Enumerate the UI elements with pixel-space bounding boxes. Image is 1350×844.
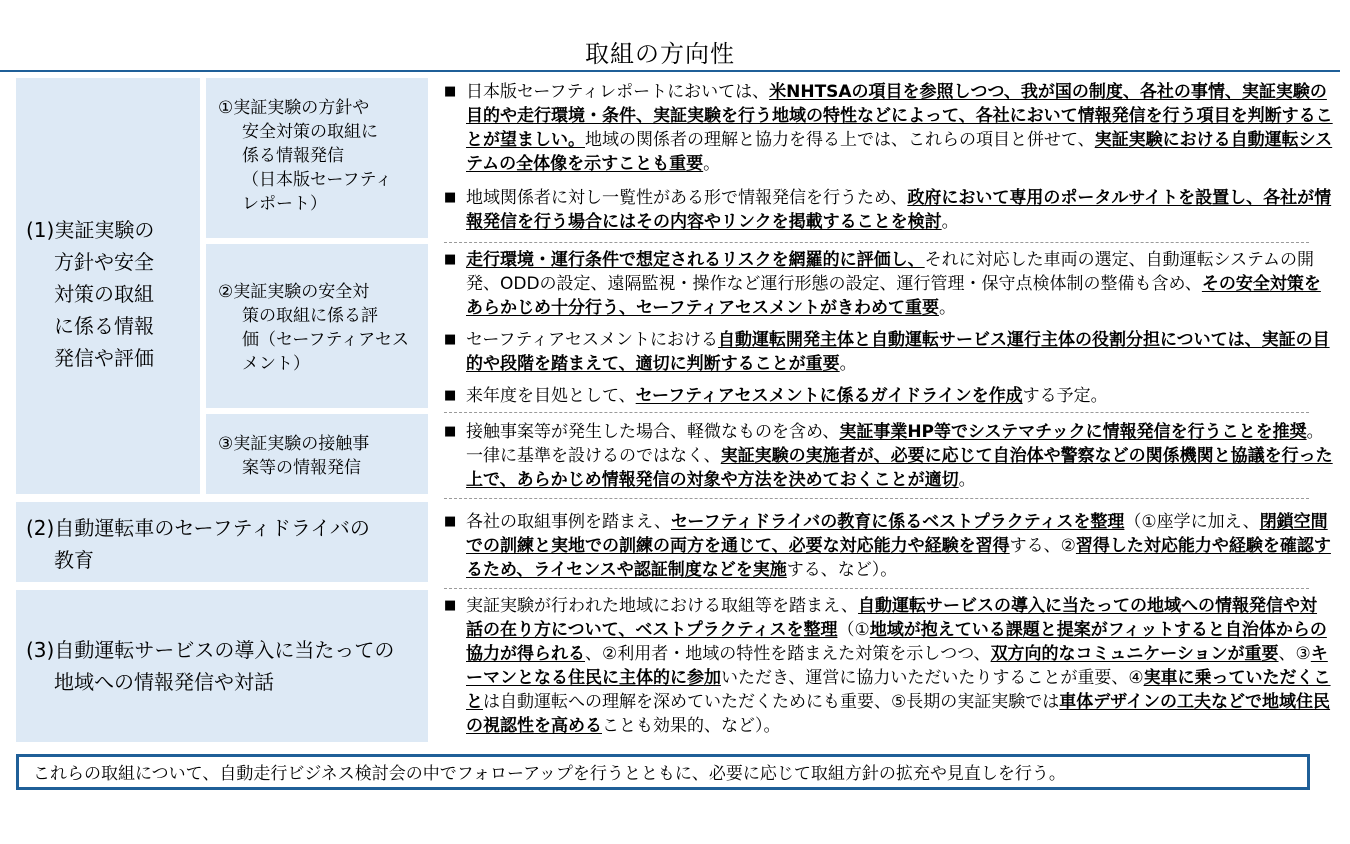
text-run: それに対応した車両の選定、自動運転システムの開発、ODDの設定、遠隔監視・操作など運行形態の設定、運行管理・保守点検体制の整備も含め、 [466, 250, 1314, 294]
bullet-text [466, 594, 1334, 738]
emphasis-run: 実証実験の実施者が、必要に応じて自治体や警察などの関係機関と協議を行った上で、あらかじめ情報発信の対象や方法を決めておくことが適切 [466, 446, 1333, 490]
section-1-label-line: 対策の取組 [54, 282, 154, 306]
bullet-square-icon: ■ [444, 598, 457, 613]
subsection-1-label-line: ①実証実験の方針や [218, 98, 370, 118]
text-run: 、②利用者・地域の特性を踏まえた対策を示しつつ、 [585, 644, 991, 664]
bullet-item [444, 328, 1334, 376]
bullet-square-icon: ■ [444, 514, 457, 529]
emphasis-run: 地域が抱えている課題と提案がフィットすると自治体からの協力が得られる [466, 620, 1327, 664]
text-run: 、③ [1278, 644, 1311, 664]
bullet-text [466, 186, 1334, 234]
bullet-square-icon: ■ [444, 84, 457, 99]
bullet-text [466, 80, 1334, 176]
section-3-label [26, 634, 426, 698]
bullet-item [444, 510, 1334, 582]
section-2-label-line: (2)自動運転車のセーフティドライバの [26, 516, 370, 540]
emphasis-run: 実証実験における自動運転システムの全体像を示すことも重要 [466, 130, 1333, 174]
emphasis-run: 車体デザインの工夫などで地域住民の視認性を高める [466, 692, 1331, 736]
text-run: 。一律に基準を設けるのではなく、 [466, 422, 1324, 466]
subsection-2-label [218, 280, 426, 376]
emphasis-run: 走行環境・運行条件で想定されるリスクを網羅的に評価し、 [466, 250, 925, 270]
section-1-label [26, 214, 196, 374]
text-run: 来年度を目処として、 [466, 386, 636, 406]
subsection-3-label [218, 432, 426, 480]
subsection-1-label [218, 96, 426, 216]
text-run: （①座学に加え、 [1124, 512, 1260, 532]
bullet-square-icon: ■ [444, 190, 457, 205]
emphasis-run: 自動運転開発主体と自動運転サービス運行主体の役割分担については、実証の目的や段階を踏まえて、適切に判断することが重要 [466, 330, 1330, 374]
text-run: 。 [839, 354, 857, 374]
row-divider [444, 498, 1309, 499]
section-1-label-line: 発信や評価 [54, 346, 154, 370]
bullet-square-icon: ■ [444, 424, 457, 439]
emphasis-run: その安全対策をあらかじめ十分行う、セーフティアセスメントがきわめて重要 [466, 274, 1321, 318]
text-run: 。 [941, 212, 959, 232]
text-run: 。 [958, 470, 976, 490]
page-title: 取組の方向性 [585, 40, 735, 68]
subsection-3-label-line: 案等の情報発信 [242, 458, 361, 478]
emphasis-run: 習得した対応能力や経験を確認するため、ライセンスや認証制度などを実施 [466, 536, 1331, 580]
text-run: する、② [1009, 536, 1076, 556]
text-run: セーフティアセスメントにおける [466, 330, 718, 350]
section-1-label-line: に係る情報 [54, 314, 154, 338]
text-run: 各社の取組事例を踏まえ、 [466, 512, 672, 532]
section-1-label-line: (1)実証実験の [26, 218, 155, 242]
subsection-1-label-line: 係る情報発信 [242, 146, 344, 166]
section-1-label-line: 方針や安全 [54, 250, 154, 274]
section-3-label-line: 地域への情報発信や対話 [54, 670, 274, 694]
text-run: いただき、運営に協力いただいたりすることが重要、④ [721, 668, 1144, 688]
subsection-2-label-line: 策の取組に係る評 [242, 306, 378, 326]
emphasis-run: セーフティアセスメントに係るガイドラインを作成 [635, 386, 1023, 406]
row-divider [444, 242, 1309, 243]
text-run: 日本版セーフティレポートにおいては、 [466, 82, 770, 102]
text-run: する、など）。 [786, 560, 898, 580]
bullet-item [444, 80, 1334, 176]
emphasis-run: 閉鎖空間での訓練と実地での訓練の両方を通じて、必要な対応能力や経験を習得 [466, 512, 1328, 556]
subsection-2-label-line: ②実証実験の安全対 [218, 282, 370, 302]
text-run: 地域関係者に対し一覧性がある形で情報発信を行うため、 [466, 188, 908, 208]
bullet-text [466, 510, 1334, 582]
text-run: する予定。 [1022, 386, 1108, 406]
emphasis-run: 双方向的なコミュニケーションが重要 [990, 644, 1279, 664]
emphasis-run: 実証事業HP等でシステマチックに情報発信を行うことを推奨 [839, 422, 1307, 442]
emphasis-run: 自動運転サービスの導入に当たっての地域への情報発信や対話の在り方について、ベストプラクティスを整理 [466, 596, 1318, 640]
title-divider [0, 70, 1340, 72]
emphasis-run: 政府において専用のポータルサイトを設置し、各社が情報発信を行う場合にはその内容やリンクを掲載することを検討 [466, 188, 1332, 232]
emphasis-run: 実車に乗っていただくこと [466, 668, 1331, 712]
emphasis-run: キーマンとなる住民に主体的に参加 [466, 644, 1328, 688]
subsection-1-label-line: レポート） [242, 194, 327, 214]
bullet-item [444, 384, 1334, 408]
row-divider [444, 412, 1309, 413]
row-divider [444, 588, 1309, 589]
bullet-text [466, 420, 1334, 492]
subsection-1-label-line: （日本版セーフティ [242, 170, 393, 190]
bullet-square-icon: ■ [444, 332, 457, 347]
text-run: 地域の関係者の理解と協力を得る上では、これらの項目と併せて、 [585, 130, 1095, 150]
bullet-square-icon: ■ [444, 388, 457, 403]
bullet-item [444, 594, 1334, 738]
emphasis-run: 米NHTSAの項目を参照しつつ、我が国の制度、各社の事情、実証実験の目的や走行環境・条件、実証実験を行う地域の特性などによって、各社において情報発信を行う項目を判断することが望ましい。 [466, 82, 1333, 150]
text-run: 接触事案等が発生した場合、軽微なものを含め、 [466, 422, 840, 442]
section-3-label-line: (3)自動運転サービスの導入に当たっての [26, 638, 395, 662]
subsection-2-label-line: 価（セーフティアセス [242, 330, 409, 350]
text-run: 。 [703, 154, 721, 174]
bullet-text [466, 384, 1334, 408]
bullet-text [466, 328, 1334, 376]
subsection-1-label-line: 安全対策の取組に [242, 122, 378, 142]
text-run: ことも効果的、など）。 [602, 716, 781, 736]
bullet-item [444, 420, 1334, 492]
section-2-label [26, 512, 426, 576]
subsection-2-label-line: メント） [242, 354, 310, 374]
followup-note-text: これらの取組について、自動走行ビジネス検討会の中でフォローアップを行うとともに、必要に応じて取組方針の拡充や見直しを行う。 [33, 764, 1066, 784]
text-run: 実証実験が行われた地域における取組等を踏まえ、 [466, 596, 859, 616]
text-run: （① [837, 620, 870, 640]
section-2-label-line: 教育 [54, 548, 94, 572]
bullet-square-icon: ■ [444, 252, 457, 267]
text-run: は自動運転への理解を深めていただくためにも重要、⑤長期の実証実験では [483, 692, 1060, 712]
subsection-3-label-line: ③実証実験の接触事 [218, 434, 370, 454]
text-run: 。 [938, 298, 956, 318]
emphasis-run: セーフティドライバの教育に係るベストプラクティスを整理 [671, 512, 1125, 532]
bullet-item [444, 186, 1334, 234]
bullet-text [466, 248, 1334, 320]
bullet-item [444, 248, 1334, 320]
followup-note-box [16, 754, 1310, 790]
